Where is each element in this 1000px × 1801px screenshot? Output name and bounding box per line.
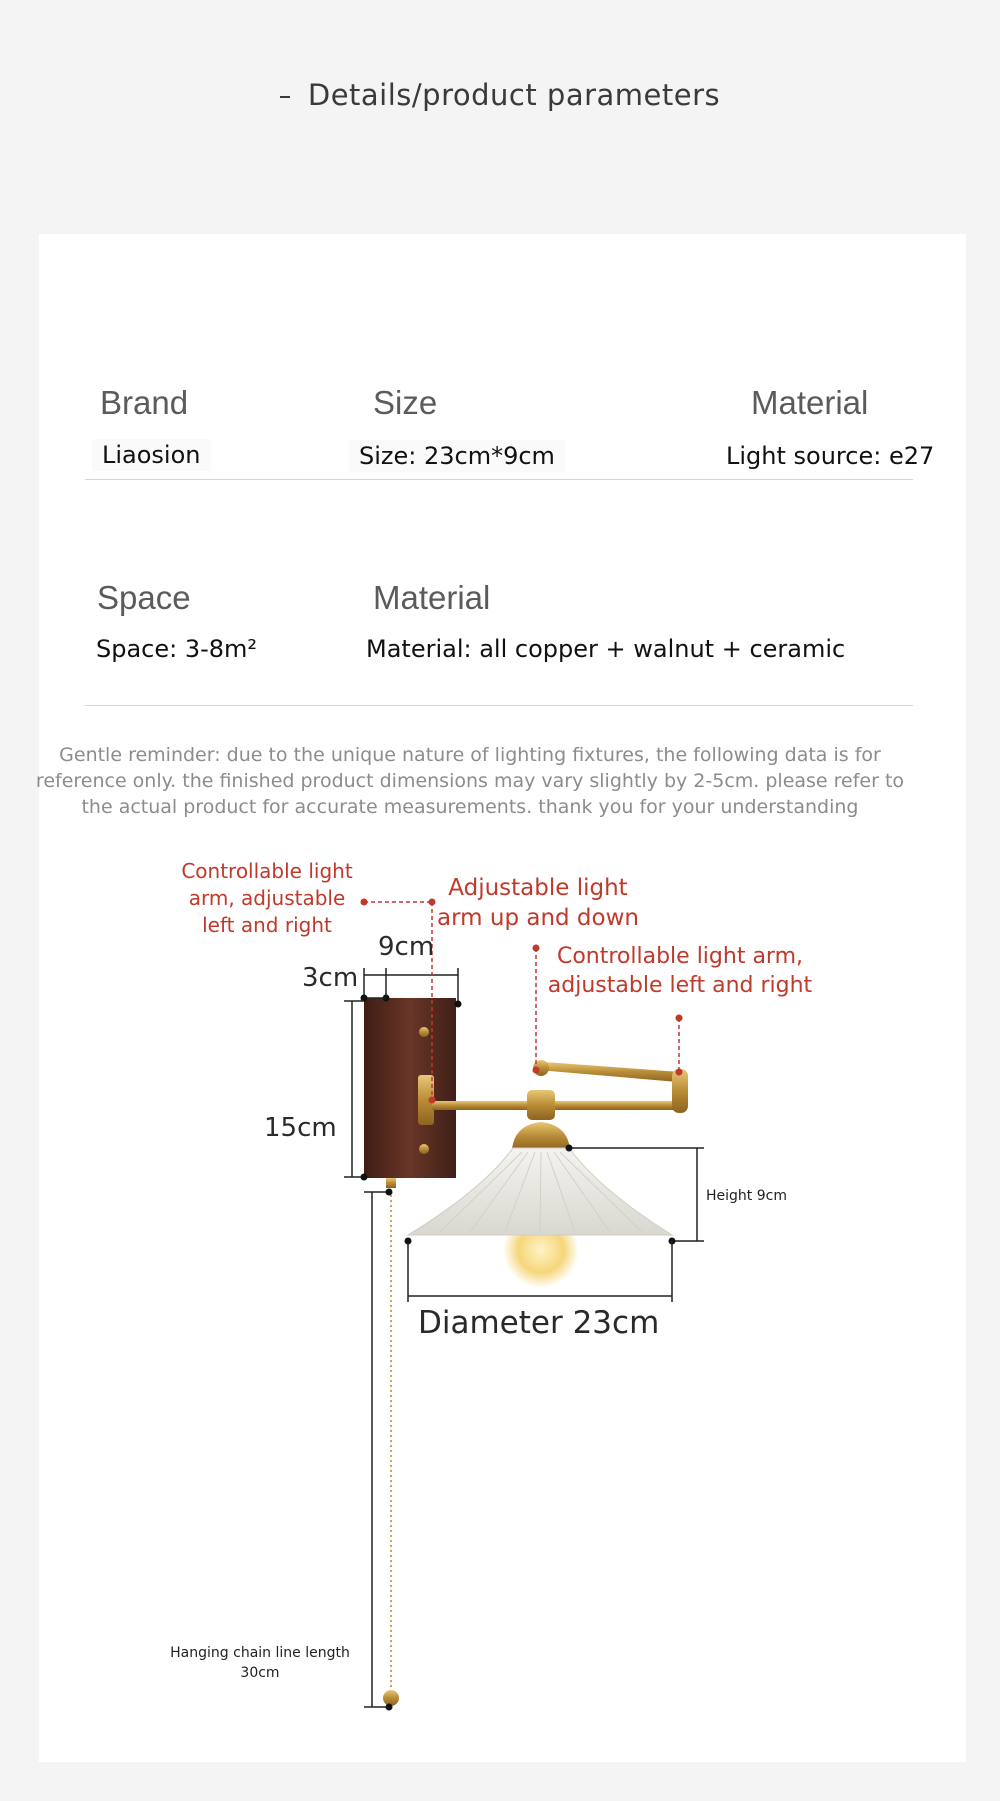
param-label-space: Space (97, 579, 191, 616)
param-value-material: Material: all copper + walnut + ceramic (366, 635, 846, 663)
dim-label-15cm: 15cm (264, 1113, 337, 1143)
annotation-left-arm: Controllable light arm, adjustable left and right (181, 859, 353, 937)
page-title-text: Details/product parameters (307, 78, 721, 112)
screw-top (419, 1027, 429, 1037)
param-label-size: Size (373, 384, 438, 421)
arm-elbow-joint (672, 1069, 688, 1113)
param-label-material-2: Material (373, 579, 491, 616)
dim-label-3cm: 3cm (302, 963, 359, 993)
param-label-material: Material (751, 384, 869, 421)
upper-arm (538, 1062, 680, 1082)
param-value-brand: Liaosion (92, 439, 211, 471)
reminder-text: Gentle reminder: due to the unique nature of lighting fixtures, the following data is for reference only. the finished product dimensions may vary slightly by 2-5cm. please refer to the actual product for accurate measurements. thank you for your understanding (35, 744, 905, 818)
lower-arm (432, 1101, 682, 1110)
socket-cap (512, 1122, 570, 1150)
dim-label-chain-length: Hanging chain line length 30cm (170, 1645, 350, 1681)
pull-chain-knob (383, 1690, 399, 1706)
dim-label-9cm: 9cm (378, 932, 435, 962)
screw-bottom (419, 1144, 429, 1154)
dim-chain-lines (364, 1189, 393, 1711)
dim-label-shade-height: Height 9cm (706, 1188, 787, 1204)
param-value-space: Space: 3-8m² (96, 635, 258, 663)
dim-15cm-lines (344, 1001, 368, 1181)
bulb-socket (527, 1090, 555, 1120)
walnut-backplate (364, 998, 456, 1178)
param-value-size: Size: 23cm*9cm (349, 440, 565, 472)
annotation-up-down: Adjustable light arm up and down (437, 875, 639, 931)
dim-label-diameter: Diameter 23cm (418, 1305, 660, 1341)
param-label-brand: Brand (100, 384, 189, 421)
annotation-right-arm: Controllable light arm, adjustable left and right (547, 944, 813, 998)
chain-outlet (386, 1178, 396, 1188)
param-value-light-source: Light source: e27 (726, 442, 935, 470)
